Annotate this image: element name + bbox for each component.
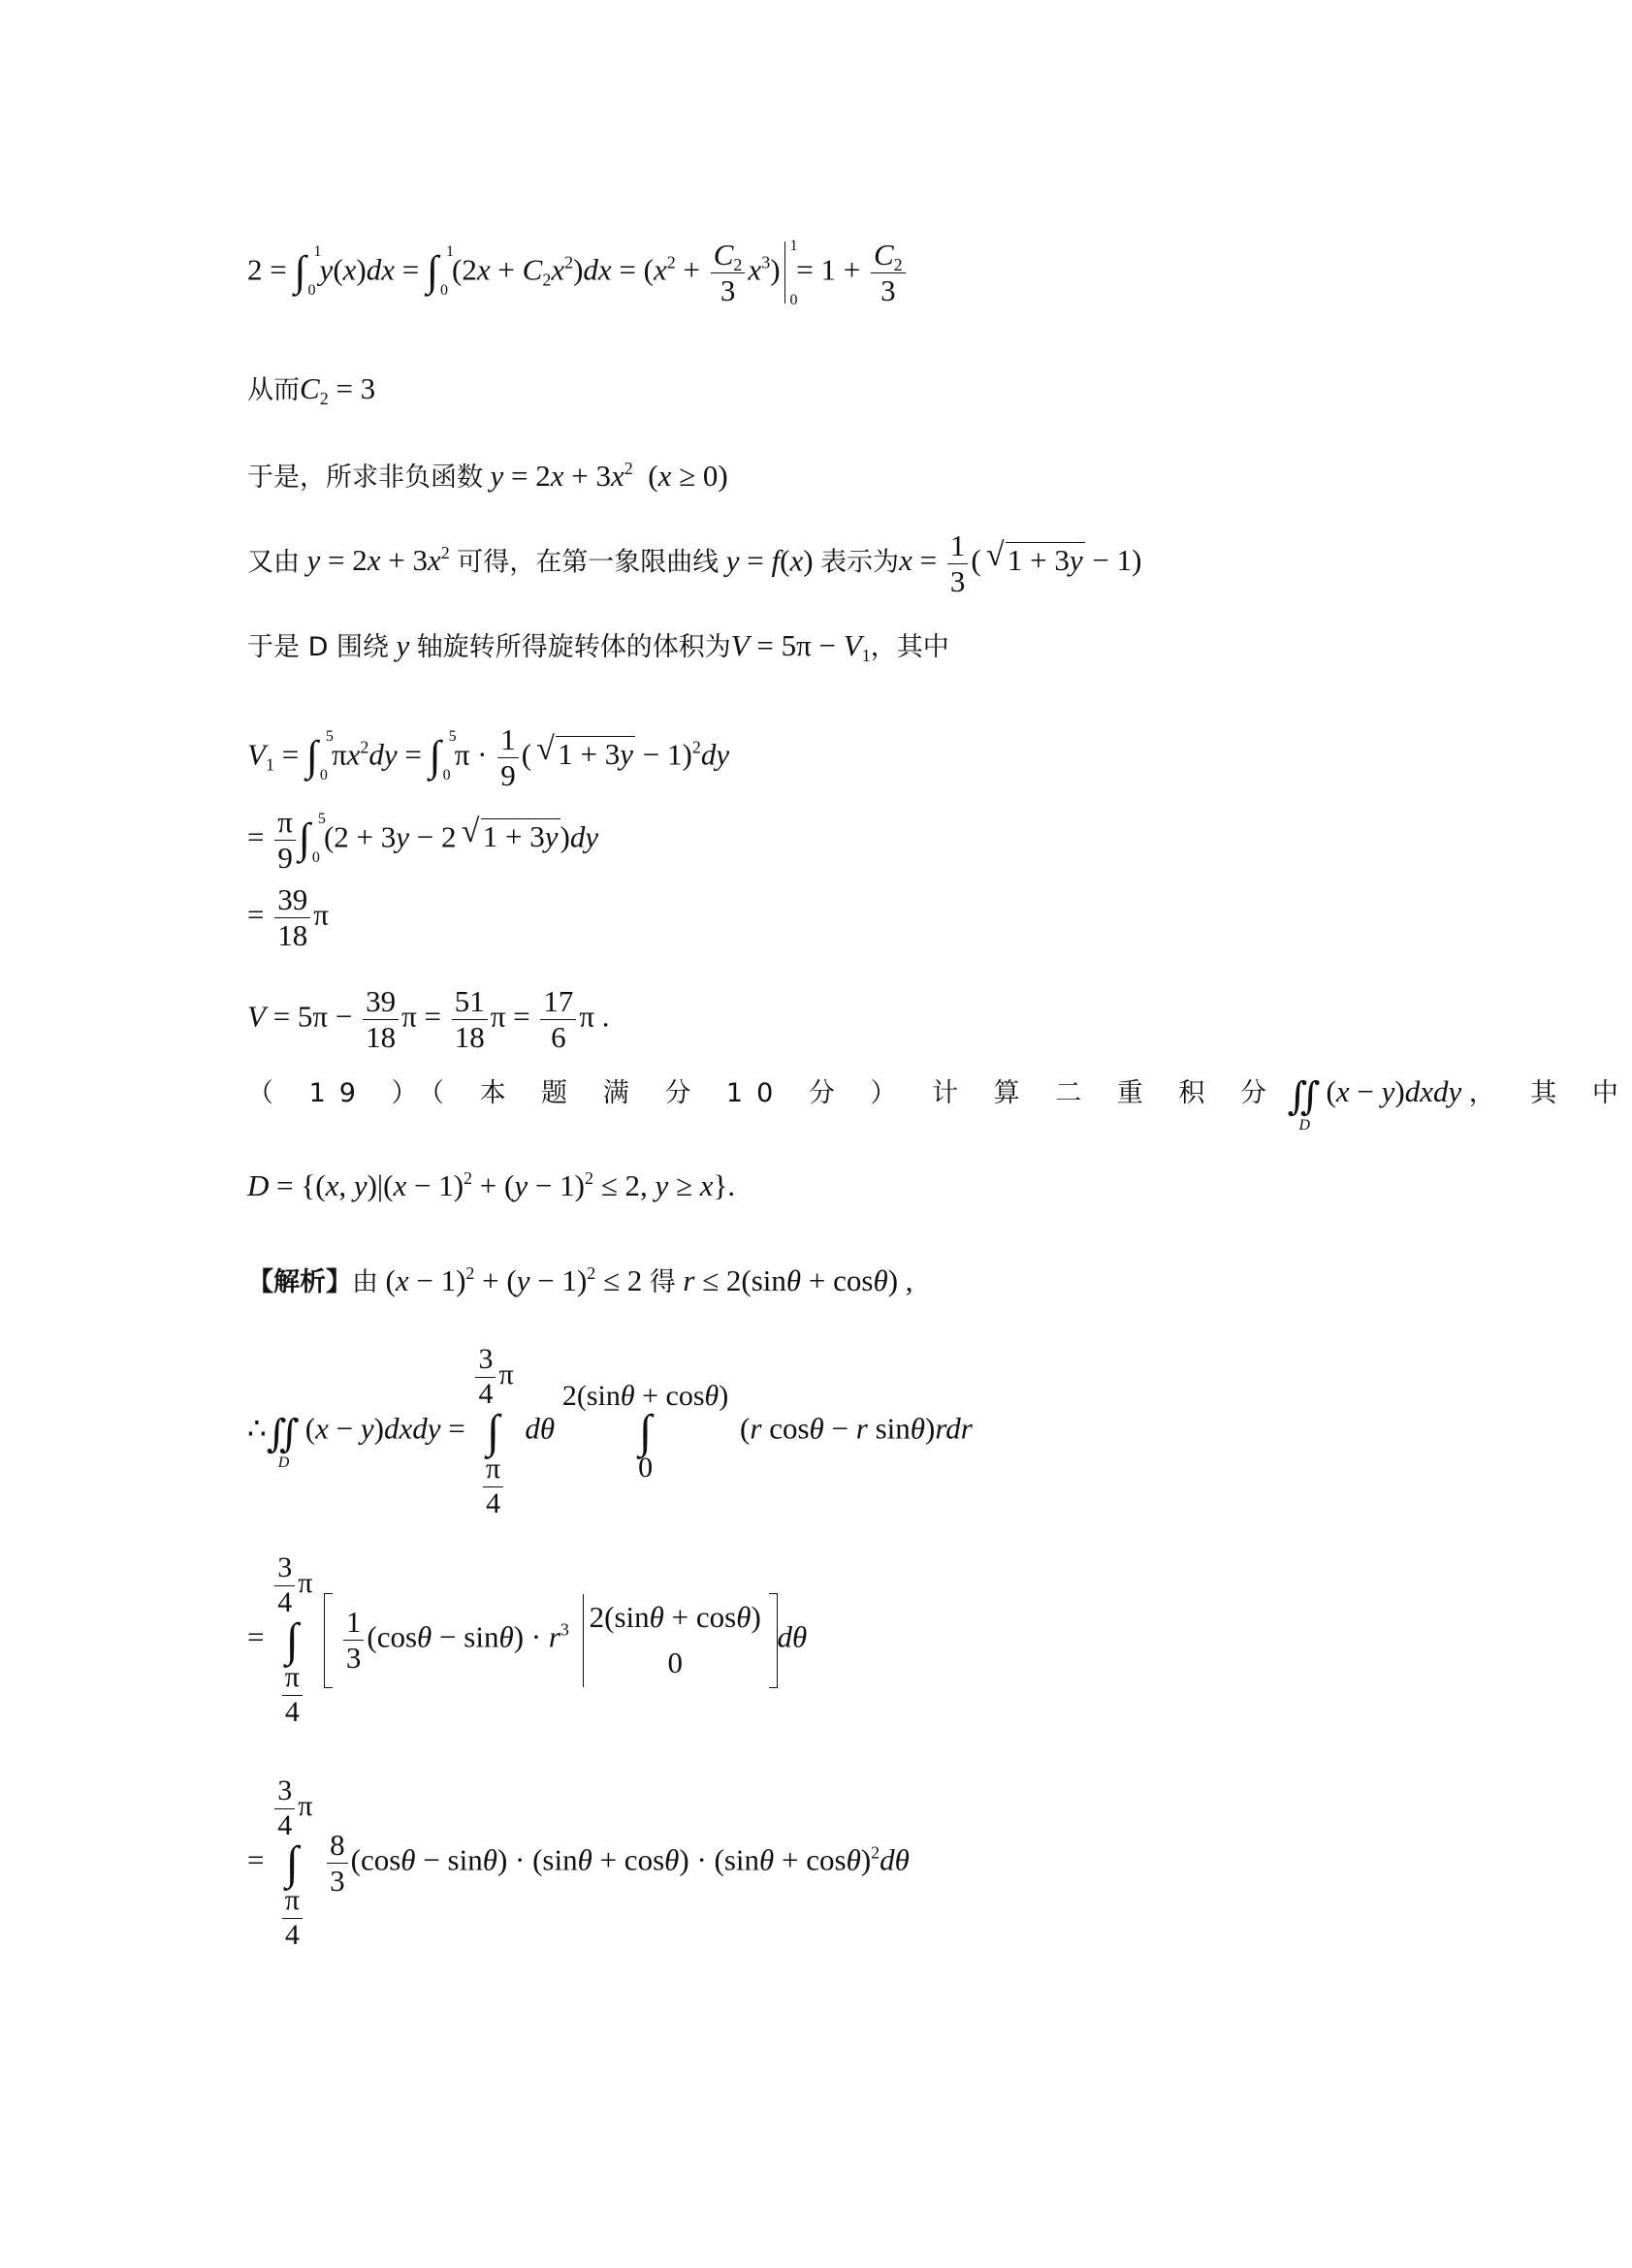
equation-v1-1: $V_1$ = ∫ 5 0 $\pi x^2dy$ = ∫ 5 0 π · $\frac{1}{9}$ ( √ 1 + 3y − 1)$^2$dy [247,722,729,792]
text-volume-def: 于是 D 围绕 y 轴旋转所得旋转体的体积为$V = 5\pi - V_1$，其中 [247,628,949,665]
solution-intro: 【解析】由 $(x - 1)^2 + (y - 1)^2 \le 2$ 得 r ≤ 2(sinθ + cosθ) , [247,1263,913,1297]
question-19-prompt: （ 19 ）（ 本 题 满 分 10 分 ） 计 算 二 重 积 分 [247,1078,1280,1108]
region-d-definition: D = {(x, $y)|(x - 1)^2 + (y - 1)^2 \le 2$, y ≥ x}. [247,1168,736,1202]
label-obtain: 得 [649,1267,676,1297]
equation-v1-3: = $\frac{39}{18}$ π [247,882,329,952]
label-again: 又由 [247,547,300,578]
equation-polar-2: = $\frac{3}{4}$ π ∫ $\frac{\pi}{4}$ $\frac{1}{3}$ $(\cos\theta - \sin\theta) \cdot r^3$ 2(sinθ + cosθ) 0 dθ [247,1551,808,1728]
label-where: ，其中 [870,632,949,662]
text-curve-inverse: 又由 $y = 2x + 3x^2$ 可得，在第一象限曲线 y = f(x) 表示为x = $\frac{1}{3}$ ( √ 1 + 3y − 1) [247,528,1141,598]
equation-integral-condition: 2 = ∫ 1 0 y(x)dx = ∫ 1 0 $(2x + C_2x^2)dx = (x^2$ + $\frac{C_2}{3}$ $x^3$) 1 0 = 1 + $\frac{C_2}{3}$ [247,238,909,307]
label-rotation: 于是 D 围绕 [247,632,389,662]
text-function-result: 于是，所求非负函数 $y = 2x + 3x^2$ (x ≥ 0) [247,459,728,493]
equation-v1-2: = $\frac{\pi}{9}$ ∫ 5 0 (2 + 3y − 2 √ 1 + 3y)dy [247,805,598,875]
question-19: （ 19 ）（ 本 题 满 分 10 分 ） 计 算 二 重 积 分 ∬ D (x − y)dxdy ， 其 中 [247,1074,1632,1134]
label-expressed: 表示为 [820,547,900,578]
therefore-symbol: ∴ [247,1411,267,1446]
label-hence: 从而 [247,375,300,405]
text-hence-c2: 从而$C_2 = 3$ [247,371,376,408]
solution-label: 【解析】 [247,1267,352,1297]
equation-polar-3: = $\frac{3}{4}$ π ∫ $\frac{\pi}{4}$ $\frac{8}{3}$ $(\cos\theta - \sin\theta) \cdot (\sin\theta + \cos\theta) \cdot (\sin\theta + \cos\theta)^2d\theta$ [247,1774,910,1951]
label-so-function: 于是，所求非负函数 [247,463,483,493]
label-volume: 轴旋转所得旋转体的体积为 [416,632,731,662]
equation-v-final: V = 5π − $\frac{39}{18}$ π = $\frac{51}{18}$ π = $\frac{17}{6}$ π . [247,984,610,1054]
label-curve: 可得，在第一象限曲线 [457,547,720,578]
equation-polar-1: ∴∬ D (x − y)dxdy = $\frac{3}{4}$ π ∫ $\frac{\pi}{4}$ dθ 2(sinθ + cosθ) ∫ 0 (r cosθ − r sinθ)rdr [247,1343,973,1519]
question-19-where: ， 其 中 [1468,1078,1632,1108]
label-from: 由 [352,1267,378,1297]
